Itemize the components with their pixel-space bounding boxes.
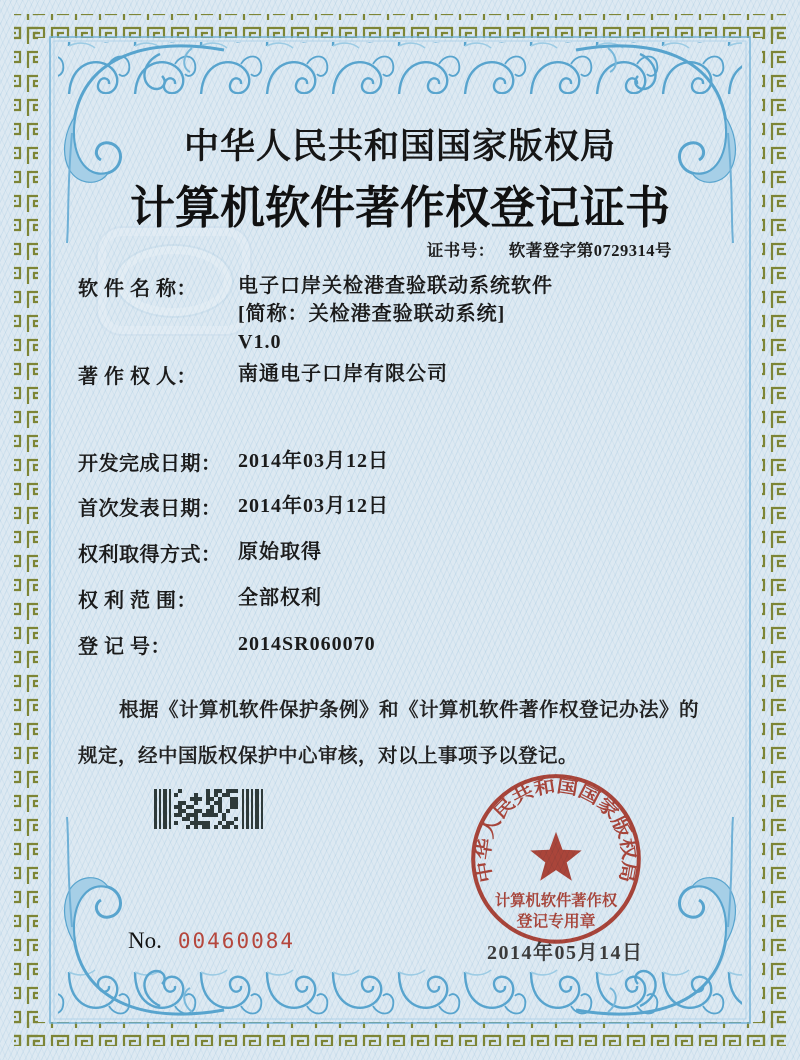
barcode (154, 789, 266, 829)
field-value: 原始取得 (238, 541, 322, 563)
field-row-copyright-owner (78, 360, 728, 389)
software-name-line: 电子口岸关检港查验联动系统软件 (238, 275, 553, 297)
field-label: 开发完成日期： (78, 453, 222, 475)
official-seal (466, 768, 646, 948)
field-row-software-name (78, 272, 728, 356)
statement-line: 规定，经中国版权保护中心审核，对以上事项予以登记。 (78, 746, 579, 767)
statement-line: 根据《计算机软件保护条例》和《计算机软件著作权登记办法》的 (118, 700, 699, 721)
field-label: 登 记 号： (78, 636, 171, 658)
field-row-first-publish-date (78, 492, 728, 521)
software-short-name-line: [简称：关检港查验联动系统] (238, 303, 506, 325)
serial-number-line (128, 928, 295, 954)
field-value: 2014SR060070 (238, 633, 376, 655)
issue-date: 2014年05月14日 (487, 942, 644, 964)
field-value (238, 272, 553, 356)
field-label: 权 利 范 围： (78, 590, 197, 612)
field-value: 全部权利 (238, 587, 322, 609)
field-label: 著 作 权 人： (78, 366, 197, 388)
certificate-title: 计算机软件著作权登记证书 (129, 183, 670, 233)
serial-number: 00460084 (177, 929, 296, 953)
field-row-rights-acquisition (78, 538, 728, 567)
registration-statement (78, 688, 722, 780)
serial-label: No. (128, 928, 162, 953)
seal-star-icon (530, 832, 581, 881)
field-value: 2014年03月12日 (238, 450, 389, 472)
field-value: 2014年03月12日 (238, 495, 389, 517)
field-row-dev-complete-date (78, 447, 728, 476)
software-version-line: V1.0 (238, 331, 282, 353)
certificate-number-line (427, 237, 672, 261)
certificate-number-label: 证书号： (426, 241, 495, 260)
field-row-rights-scope (78, 584, 728, 613)
certificate-number-value: 软著登字第0729314号 (508, 241, 672, 260)
seal-line-2: 登记专用章 (516, 913, 596, 931)
authority-title: 中华人民共和国国家版权局 (183, 127, 616, 166)
field-label: 软 件 名 称： (78, 278, 197, 300)
field-label: 首次发表日期： (78, 498, 222, 520)
seal-ring-text: 中华人民共和国国家版权局 (472, 775, 640, 885)
field-row-registration-number (78, 630, 728, 659)
field-value: 南通电子口岸有限公司 (238, 363, 448, 385)
field-label: 权利取得方式： (78, 544, 222, 566)
seal-line-1: 计算机软件著作权 (494, 892, 618, 910)
